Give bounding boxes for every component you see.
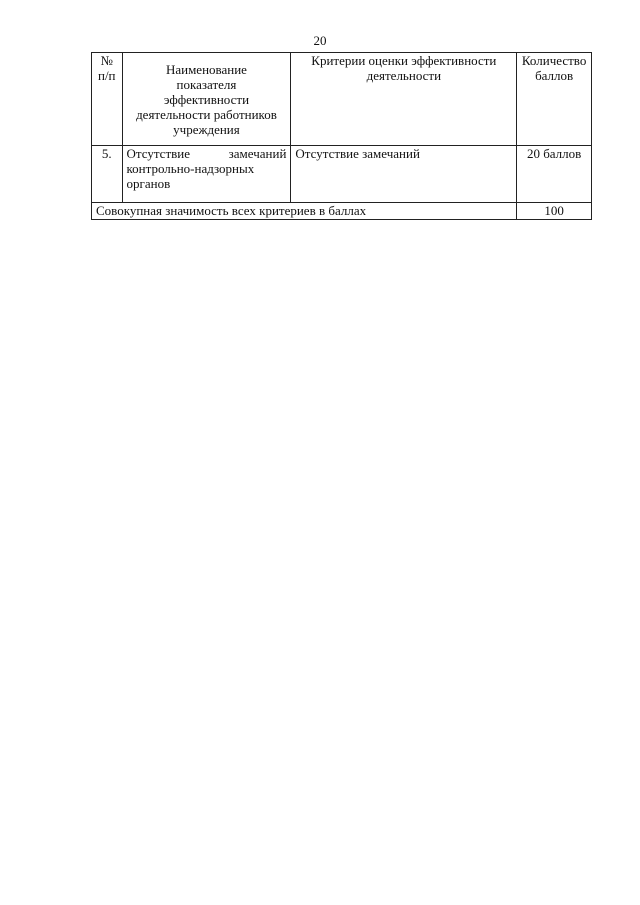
total-label: Совокупная значимость всех критериев в баллах: [92, 203, 517, 220]
row-criteria: Отсутствие замечаний: [291, 146, 517, 203]
header-score: Количество баллов: [517, 53, 592, 146]
header-number: № п/п: [92, 53, 123, 146]
row-score: 20 баллов: [517, 146, 592, 203]
table-row: [92, 146, 592, 203]
criteria-table: [91, 52, 592, 220]
total-value: 100: [517, 203, 592, 220]
table-total-row: [92, 203, 592, 220]
row-indicator-name: Отсутствие замечаний контрольно-надзорных органов: [122, 146, 291, 203]
header-criteria: Критерии оценки эффективности деятельности: [291, 53, 517, 146]
page-number: 20: [313, 33, 327, 48]
row-number: 5.: [92, 146, 123, 203]
table-header-row: [92, 53, 592, 146]
header-indicator-name: Наименование показателя эффективности деятельности работников учреждения: [122, 53, 291, 146]
